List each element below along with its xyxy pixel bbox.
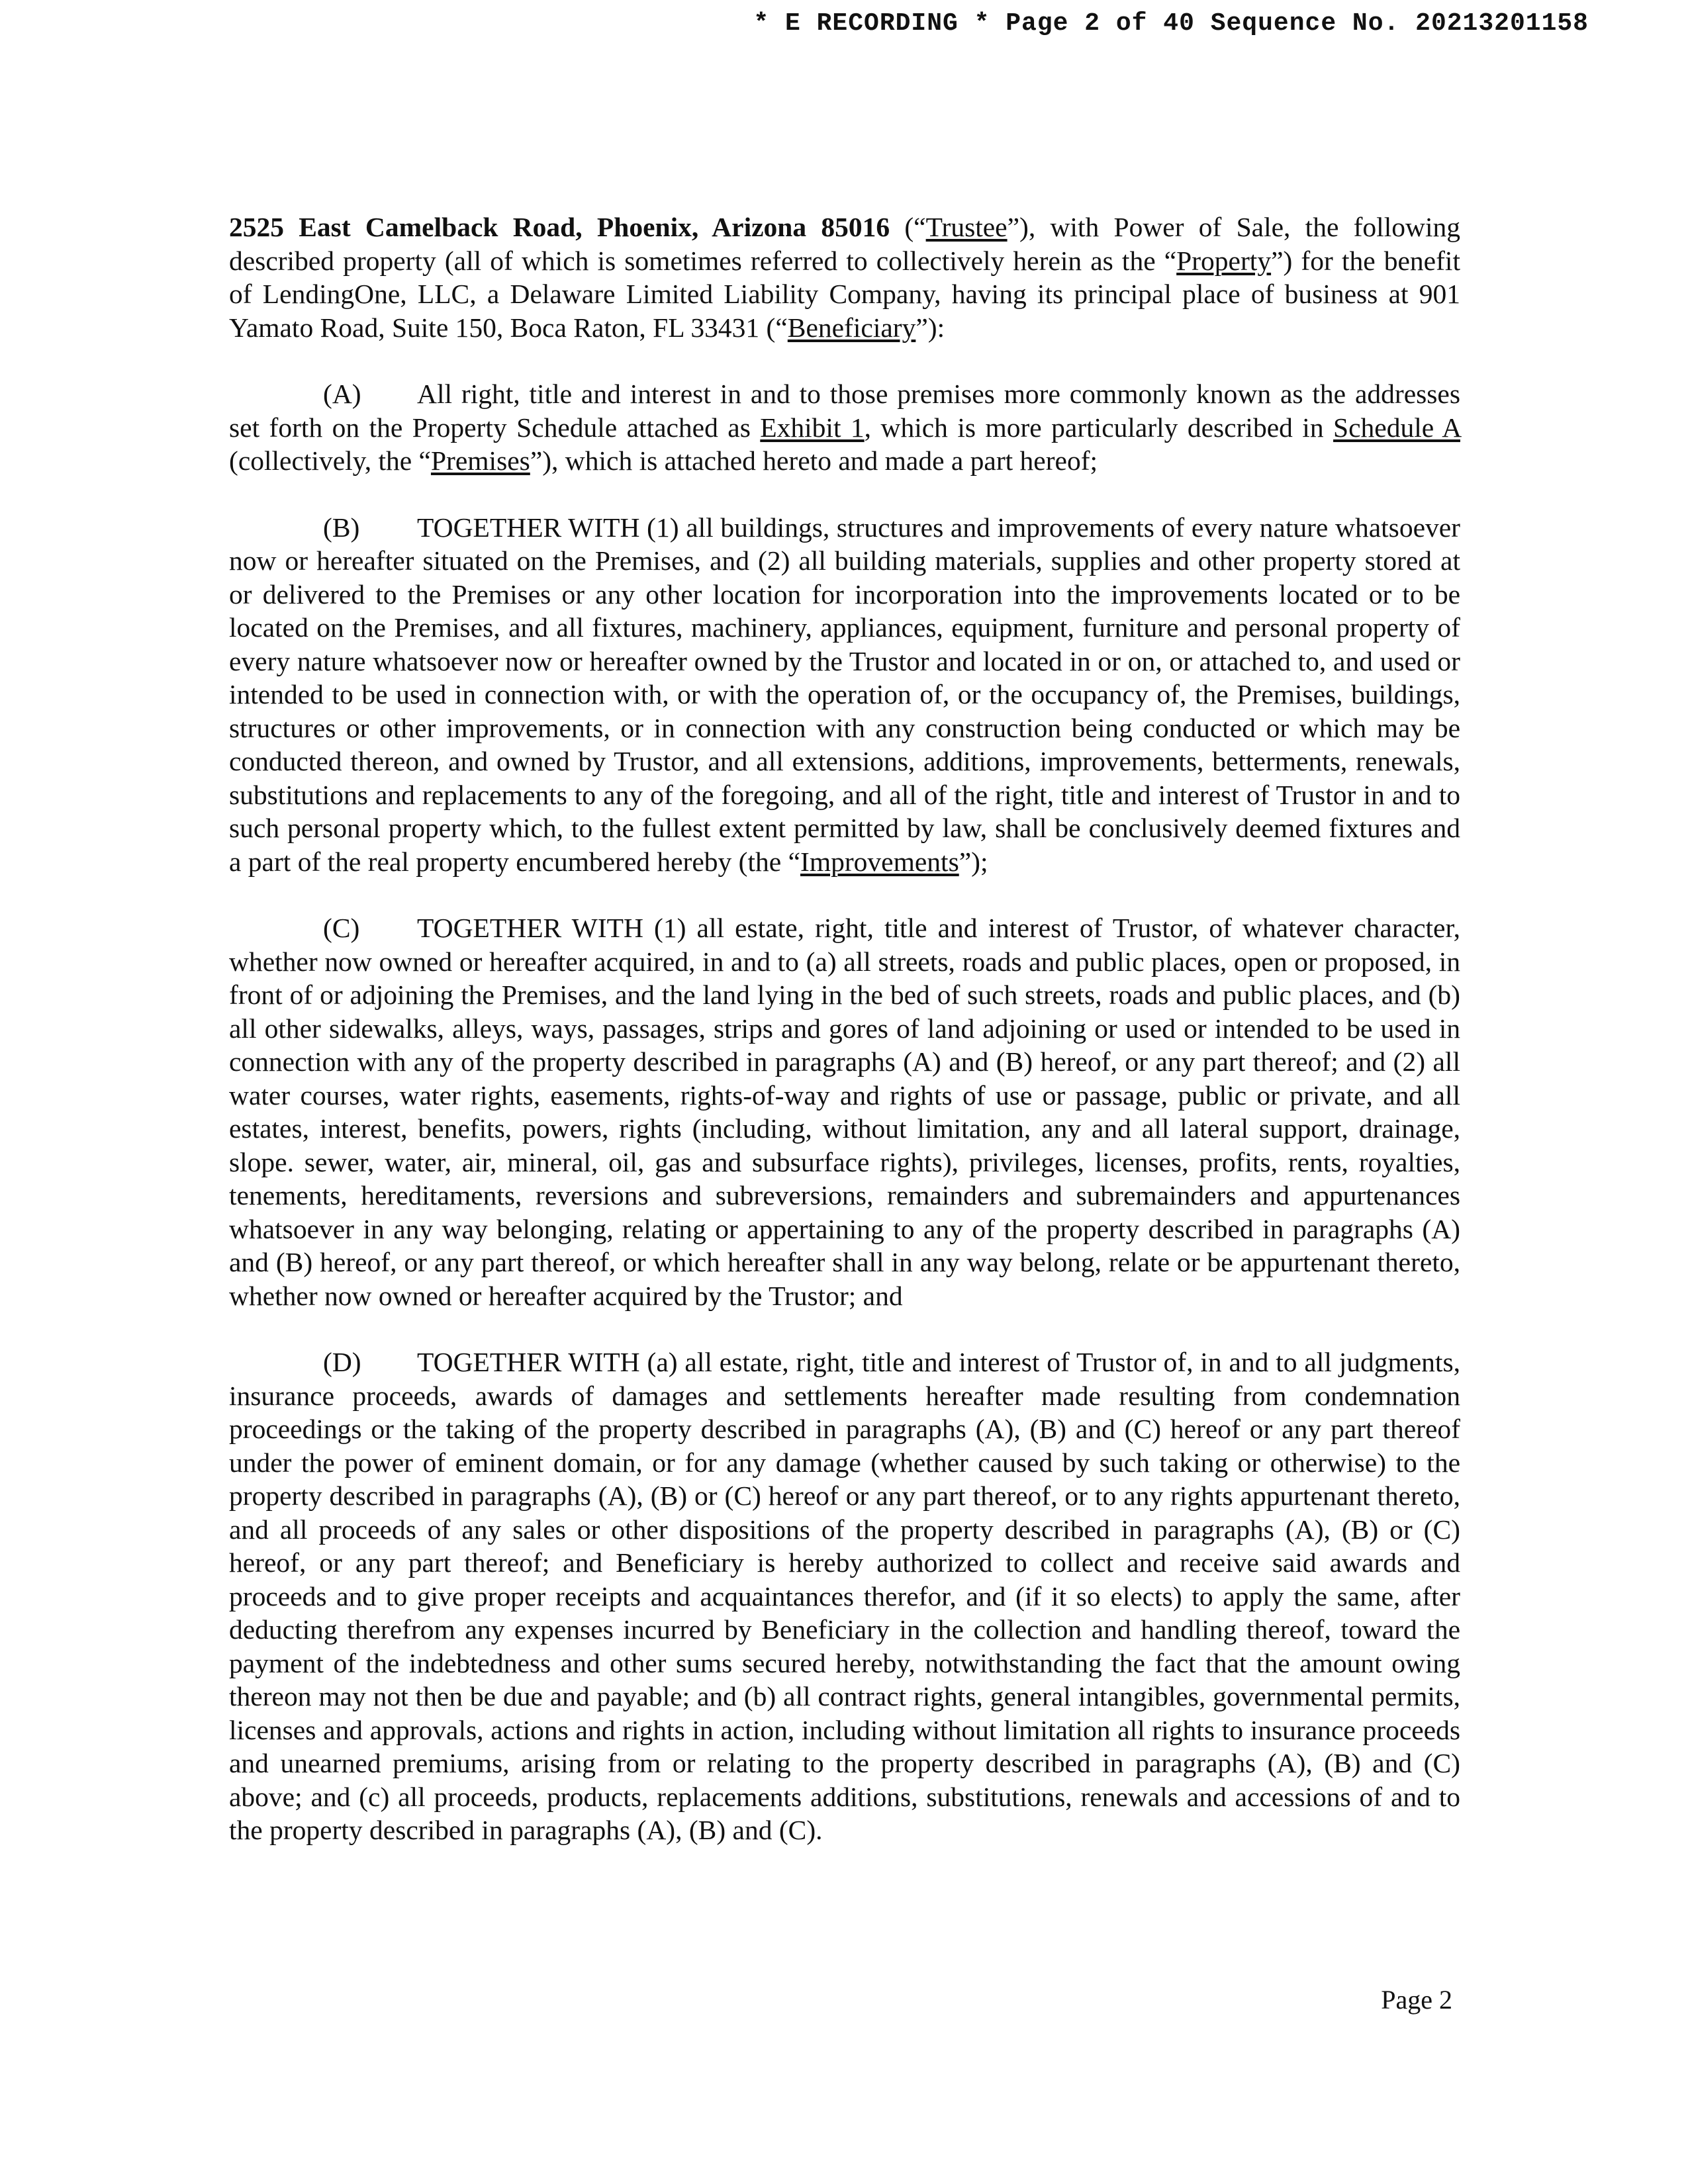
paragraph-a [229,377,1460,478]
paragraph-b-text-2: ”); [959,846,988,877]
paragraph-a-text-3: (collectively, the “ [229,445,431,476]
paragraph-c-label: (C) [323,913,360,943]
intro-text-3: ”) for the benefit of LendingOne, LLC, a Delaware Limited Liability Company, having its principal place of business at 901 Yamato Road, Suite 150, Boca Raton, FL 33431 (“ [229,245,1460,343]
paragraph-d-label: (D) [323,1347,361,1377]
paragraph-b-label: (B) [323,512,360,543]
paragraph-d-text: TOGETHER WITH (a) all estate, right, title and interest of Trustor of, in and to all judgments, insurance proceeds, awards of damages and settlements hereafter made resulting from condemnation proceedings or the taking of the property described in paragraphs (A), (B) and (C) hereof or any part thereof under the power of eminent domain, or for any damage (whether caused by such taking or otherwise) to the property described in paragraphs (A), (B) or (C) hereof or any part thereof, or to any rights appurtenant thereto, and all proceeds of any sales or other dispositions of the property described in paragraphs (A), (B) or (C) hereof, or any part thereof; and Beneficiary is hereby authorized to collect and receive said awards and proceeds and to give proper receipts and acquaintances therefor, and (if it so elects) to apply the same, after deducting therefrom any expenses incurred by Beneficiary in the collection and handling thereof, toward the payment of the indebtedness and other sums secured hereby, notwithstanding the fact that the amount owing thereon may not then be due and payable; and (b) all contract rights, general intangibles, governmental permits, licenses and approvals, actions and rights in action, including without limitation all rights to insurance proceeds and unearned premiums, arising from or relating to the property described in paragraphs (A), (B) and (C) above; and (c) all proceeds, products, replacements additions, substitutions, renewals and accessions of and to the property described in paragraphs (A), (B) and (C). [229,1347,1460,1845]
paragraph-c [229,911,1460,1312]
premises-term: Premises [430,445,530,476]
paragraph-c-text: TOGETHER WITH (1) all estate, right, title and interest of Trustor, of whatever character, whether now owned or hereafter acquired, in and to (a) all streets, roads and public places, open or proposed, in front of or adjoining the Premises, and the land lying in the bed of such streets, roads and public places, and (b) all other sidewalks, alleys, ways, passages, strips and gores of land adjoining or used or intended to be used in connection with any of the property described in paragraphs (A) and (B) hereof, or any part thereof; and (2) all water courses, water rights, easements, rights-of-way and rights of use or passage, public or private, and all estates, interest, benefits, powers, rights (including, without limitation, any and all lateral support, drainage, slope. sewer, water, air, mineral, oil, gas and subsurface rights), privileges, licenses, profits, rents, royalties, tenements, hereditaments, reversions and subreversions, remainders and subremainders and appurtenances whatsoever in any way belonging, relating or appertaining to any of the property described in paragraphs (A) and (B) hereof, or any part thereof, or which hereafter shall in any way belong, relate or be appurtenant thereto, whether now owned or hereafter acquired by the Trustor; and [229,913,1460,1311]
schedule-a-term: Schedule A [1333,412,1460,443]
intro-text-4: ”): [915,312,945,343]
trustee-address: 2525 East Camelback Road, Phoenix, Arizona 85016 [229,212,890,242]
paragraph-b-text-1: TOGETHER WITH (1) all buildings, structures and improvements of every nature whatsoever now or hereafter situated on the Premises, and (2) all building materials, supplies and other property stored at or delivered to the Premises or any other location for incorporation into the improvements located or to be located on the Premises, and all fixtures, machinery, appliances, equipment, furniture and personal property of every nature whatsoever now or hereafter owned by the Trustor and located in or on, or attached to, and used or intended to be used in connection with, or with the operation of, or the occupancy of, the Premises, buildings, structures or other improvements, or in connection with any construction being conducted or which may be conducted thereon, and owned by Trustor, and all extensions, additions, improvements, betterments, renewals, substitutions and replacements to any of the foregoing, and all of the right, title and interest of Trustor in and to such personal property which, to the fullest extent permitted by law, shall be conclusively deemed fixtures and a part of the real property encumbered hereby (the “ [229,512,1460,877]
trustee-term: Trustee [925,212,1008,242]
paragraph-a-text-2: , which is more particularly described in [864,412,1334,443]
paragraph-b [229,511,1460,879]
intro-text-2: ”), with Power of Sale, the following described property (all of which is sometimes referred to collectively herein as the “ [229,212,1460,276]
page-number: Page 2 [1381,1985,1452,2015]
paragraph-d [229,1345,1460,1847]
paragraph-a-text-1: All right, title and interest in and to those premises more commonly known as the addresses set forth on the Property Schedule attached as [229,379,1460,443]
recording-header: * E RECORDING * Page 2 of 40 Sequence No. 20213201158 [753,9,1589,38]
improvements-term: Improvements [800,846,959,877]
intro-text-1: (“ [890,212,926,242]
paragraph-a-text-4: ”), which is attached hereto and made a part hereof; [530,445,1098,476]
document-body [229,210,1460,1880]
beneficiary-term: Beneficiary [787,312,916,343]
intro-paragraph [229,210,1460,344]
property-term: Property [1176,245,1272,276]
paragraph-a-label: (A) [323,379,361,409]
exhibit-1-term: Exhibit 1 [760,412,865,443]
